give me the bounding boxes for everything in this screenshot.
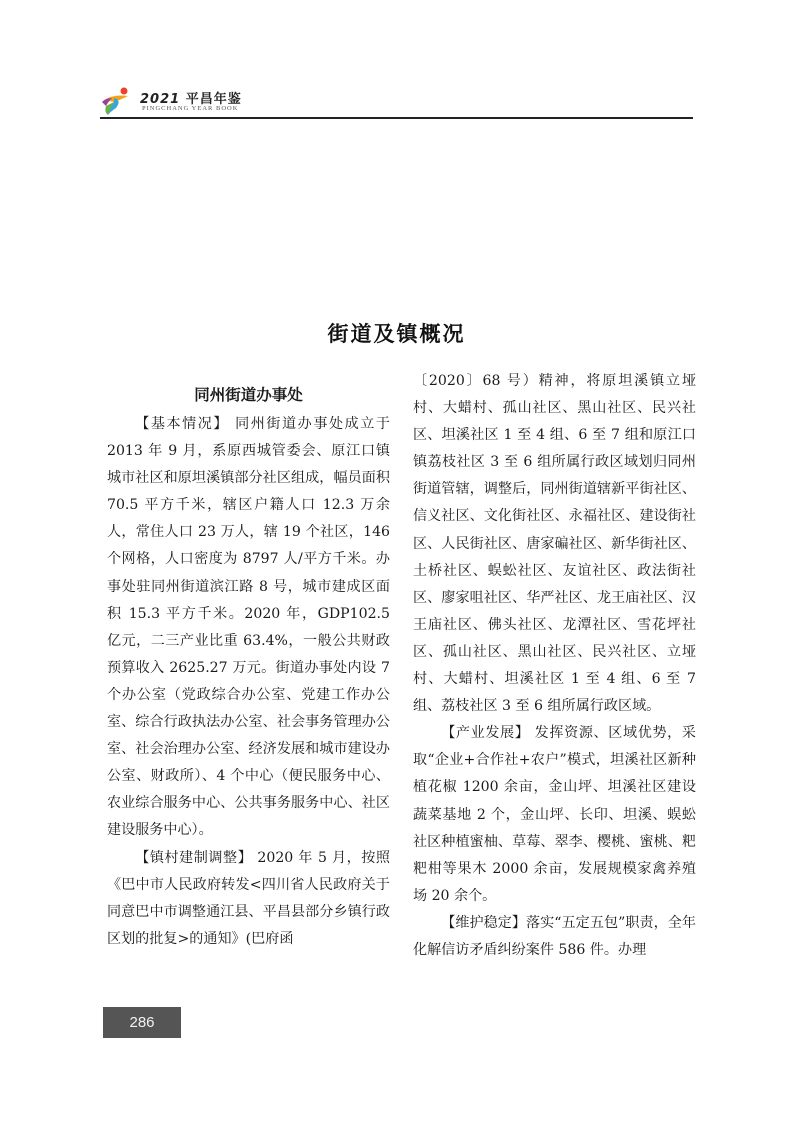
paragraph-text: 2020 年 5 月，按照《巴中市人民政府转发<四川省人民政府关于同意巴中市调整通江县、平昌县部分乡镇行政区划的批复>的通知》(巴府函 bbox=[107, 849, 390, 947]
page-title: 街道及镇概况 bbox=[327, 322, 466, 346]
right-column bbox=[413, 368, 696, 964]
paragraph-industry bbox=[413, 720, 696, 910]
page-header bbox=[100, 86, 693, 118]
paragraph-tag: 【镇村建制调整】 bbox=[135, 849, 253, 866]
paragraph-basic-info bbox=[107, 411, 390, 845]
paragraph-text: 落实“五定五包”职责，全年化解信访矛盾纠纷案件 586 件。办理 bbox=[413, 914, 696, 958]
section-heading: 同州街道办事处 bbox=[194, 386, 303, 404]
paragraph-text: 同州街道办事处成立于 2013 年 9 月，系原西城管委会、原江口镇城市社区和原坦溪镇部分社区组成，幅员面积 70.5 平方千米，辖区户籍人口 12.3 万余人，常住人口 23 万人，辖 19 个社区，146 个网格，人口密度为 8797 人/平方千米。办事处驻同州街道滨江路 8 号，城市建成区面积 15.3 平方千米。2020 年，GDP102.5 亿元，二三产业比重 63.4%，一般公共财政预算收入 2625.27 万元。街道办事处内设 7 个办公室（党政综合办公室、党建工作办公室、综合行政执法办公室、社会事务管理办公室、社会治理办公室、经济发展和城市建设办公室、财政所）、4 个中心（便民服务中心、农业综合服务中心、公共事务服务中心、社区建设服务中心）。 bbox=[107, 416, 390, 839]
yearbook-subtitle: PINGCHANG YEAR BOOK bbox=[142, 105, 239, 112]
paragraph-tag: 【基本情况】 bbox=[135, 416, 230, 432]
yearbook-name: 平昌年鉴 bbox=[185, 92, 242, 107]
header-divider bbox=[100, 117, 693, 119]
pingchang-yearbook-logo-icon bbox=[100, 86, 134, 116]
paragraph-tag: 【产业发展】 bbox=[441, 725, 530, 742]
paragraph-adjustment-continued bbox=[413, 368, 696, 720]
yearbook-year: 2021 bbox=[140, 92, 181, 107]
page-number: 286 bbox=[103, 1007, 181, 1038]
left-column bbox=[107, 382, 390, 953]
paragraph-tag: 【维护稳定】 bbox=[441, 914, 527, 931]
paragraph-text: 〔2020〕68 号）精神，将原坦溪镇立垭村、大蜡村、孤山社区、黑山社区、民兴社区、坦溪社区 1 至 4 组、6 至 7 组和原江口镇荔枝社区 3 至 6 组所属行政区域划归同州街道管辖，调整后，同州街道辖新平街社区、信义社区、文化街社区、永福社区、建设街社区、人民街社区、唐家碥社区、新华街社区、土桥社区、蜈蚣社区、友谊社区、政法街社区、廖家咀社区、华严社区、龙王庙社区、汉王庙社区、佛头社区、龙潭社区、雪花坪社区、孤山社区、黑山社区、民兴社区、立垭村、大蜡村、坦溪社区 1 至 4 组、6 至 7 组、荔枝社区 3 至 6 组所属行政区域。 bbox=[413, 373, 696, 715]
paragraph-text: 发挥资源、区域优势，采取“企业+合作社+农户”模式，坦溪社区新种植花椒 1200 余亩，金山坪、坦溪社区建设蔬菜基地 2 个，金山坪、长印、坦溪、蜈蚣社区种植蜜柚、草莓、翠李、樱桃、蜜桃、粑粑柑等果木 2000 余亩，发展规模家禽养殖场 20 余个。 bbox=[413, 725, 697, 904]
paragraph-stability bbox=[413, 910, 696, 964]
paragraph-adjustment bbox=[107, 845, 390, 953]
